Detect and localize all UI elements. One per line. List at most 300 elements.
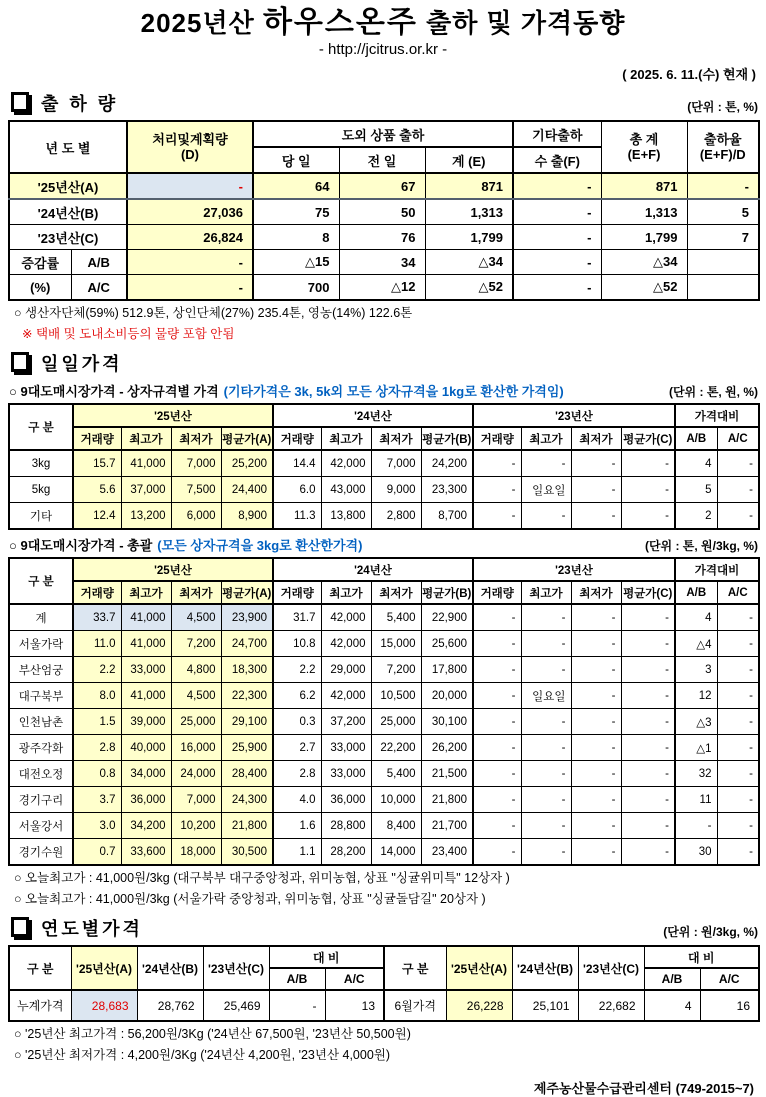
col-header-low: 최저가 [171, 581, 221, 604]
subtitle-label: ○ 9대도매시장가격 - 상자규격별 가격 [9, 384, 219, 399]
table-row [9, 631, 759, 657]
col-header-year: 년 도 별 [9, 121, 127, 173]
cell: 6,000 [171, 503, 221, 530]
cell: 5 [687, 199, 759, 225]
col-header-compare: 가격대비 [675, 404, 759, 427]
cell: 16,000 [171, 735, 221, 761]
cell: △52 [425, 275, 513, 301]
cell: 43,000 [321, 477, 371, 503]
cell: 2.8 [273, 761, 321, 787]
cell: 22,200 [371, 735, 421, 761]
cell [687, 275, 759, 301]
col-header-high: 최고가 [521, 427, 571, 450]
yearly-price-table [8, 945, 760, 1022]
row-label: 서울강서 [9, 813, 73, 839]
cell: △3 [675, 709, 717, 735]
cell: 29,100 [221, 709, 273, 735]
cell: 23,300 [421, 477, 473, 503]
cell: - [717, 813, 759, 839]
cell: 2.8 [73, 735, 121, 761]
col-header-low: 최저가 [571, 581, 621, 604]
cell: 12.4 [73, 503, 121, 530]
yearly-low-note: ○ '25년산 최저가격 : 4,200원/3Kg ('24년산 4,200원, '23년산 4,000원) [14, 1048, 391, 1062]
table-header-row [9, 581, 759, 604]
col-header-compare: 대 비 [269, 946, 384, 968]
row-label: '24년산(B) [9, 199, 127, 225]
cell: 28,800 [321, 813, 371, 839]
cell: 1.1 [273, 839, 321, 866]
table-row [9, 657, 759, 683]
cell: - [621, 813, 675, 839]
cell: - [521, 787, 571, 813]
cell: - [621, 503, 675, 530]
cell: 13 [325, 990, 384, 1021]
cell: 24,400 [221, 477, 273, 503]
col-header-gubun: 구 분 [9, 946, 71, 990]
cell: 24,000 [171, 761, 221, 787]
cell: 25,469 [203, 990, 269, 1021]
cell: - [571, 813, 621, 839]
cell: 8,700 [421, 503, 473, 530]
table-header-row [9, 121, 759, 147]
unit-label-daily2: (단위 : 톤, 원/3kg, %) [644, 539, 758, 553]
row-label: 광주각화 [9, 735, 73, 761]
table-header-row [9, 558, 759, 581]
col-header-avg-a: 평균가(A) [221, 581, 273, 604]
cell: - [717, 735, 759, 761]
cell: 1,313 [425, 199, 513, 225]
cell: - [473, 813, 521, 839]
col-header-gubun: 구 분 [384, 946, 446, 990]
table-row [9, 450, 759, 477]
cell: 5,400 [371, 604, 421, 631]
cell: 42,000 [321, 683, 371, 709]
cell: - [717, 631, 759, 657]
cell: - [571, 839, 621, 866]
cell: - [473, 604, 521, 631]
col-header-ac: A/C [700, 968, 759, 990]
col-header-ab: A/B [675, 581, 717, 604]
daily-overall-table [8, 557, 760, 866]
cell: - [571, 631, 621, 657]
cell: 67 [339, 173, 425, 199]
cell: △34 [425, 250, 513, 275]
col-header-ac: A/C [717, 427, 759, 450]
cell: - [717, 709, 759, 735]
cell: 1,799 [425, 225, 513, 250]
cell: - [473, 787, 521, 813]
col-header-prev: 전 일 [339, 147, 425, 173]
cell: - [621, 450, 675, 477]
cell: 33,000 [321, 761, 371, 787]
col-header-y23c: '23년산(C) [578, 946, 644, 990]
cell: 25,101 [512, 990, 578, 1021]
cell: 0.7 [73, 839, 121, 866]
cell: - [717, 503, 759, 530]
cell: 50 [339, 199, 425, 225]
cell: - [513, 173, 601, 199]
col-header-ab: A/B [675, 427, 717, 450]
col-header-compare: 가격대비 [675, 558, 759, 581]
col-header-plan-line2: (D) [180, 147, 200, 162]
cell: - [621, 683, 675, 709]
cell: 21,800 [421, 787, 473, 813]
table-row-delta-ac [9, 275, 759, 301]
shipment-table [8, 120, 760, 301]
table-row [9, 839, 759, 866]
cell: 24,300 [221, 787, 273, 813]
col-header-ac: A/C [325, 968, 384, 990]
cell: - [521, 761, 571, 787]
cell: 25,200 [221, 450, 273, 477]
cell: - [621, 787, 675, 813]
cell: - [521, 709, 571, 735]
col-header-total-line2: (E+F) [627, 147, 661, 162]
table-header-row [9, 404, 759, 427]
cell: △34 [601, 250, 687, 275]
cell: - [571, 683, 621, 709]
col-header-rate [687, 121, 759, 173]
cell: 12 [675, 683, 717, 709]
section-yearly-head [8, 915, 758, 941]
col-header-high: 최고가 [321, 581, 371, 604]
cell: 4 [675, 604, 717, 631]
col-header-avg-c: 평균가(C) [621, 581, 675, 604]
table-row [9, 787, 759, 813]
cell: 24,200 [421, 450, 473, 477]
table-row [9, 735, 759, 761]
cell: 15,000 [371, 631, 421, 657]
table-header-row [9, 946, 759, 968]
cell: 10,200 [171, 813, 221, 839]
col-header-gubun: 구 분 [9, 558, 73, 604]
cell: 15.7 [73, 450, 121, 477]
section-marker-icon [11, 92, 29, 112]
cell: - [473, 503, 521, 530]
row-label: 누계가격 [9, 990, 71, 1021]
cell: - [473, 657, 521, 683]
col-header-low: 최저가 [571, 427, 621, 450]
cell: 28,762 [137, 990, 203, 1021]
col-header-y24b: '24년산(B) [137, 946, 203, 990]
cell: - [521, 813, 571, 839]
cell: 34,000 [121, 761, 171, 787]
daily-high-note-1: ○ 오늘최고가 : 41,000원/3kg (대구북부 대구중앙청과, 위미농협, 상표 "싱귤위미특" 12상자 ) [14, 871, 510, 885]
col-header-y25a: '25년산(A) [71, 946, 137, 990]
cell: - [521, 839, 571, 866]
table-row [9, 761, 759, 787]
cell: - [513, 225, 601, 250]
col-header-total [601, 121, 687, 173]
cell: 39,000 [121, 709, 171, 735]
cell: - [717, 761, 759, 787]
cell: 30 [675, 839, 717, 866]
row-label: '25년산(A) [9, 173, 127, 199]
title-prefix: 2025년산 [140, 8, 255, 38]
cell: 14.4 [273, 450, 321, 477]
cell: △15 [253, 250, 339, 275]
cell: - [473, 450, 521, 477]
cell: 42,000 [321, 631, 371, 657]
table-row [9, 683, 759, 709]
shipment-warning-note: ※ 택배 및 도내소비등의 물량 포함 안됨 [22, 327, 235, 341]
cell: - [473, 709, 521, 735]
cell: - [621, 761, 675, 787]
cell: 1,313 [601, 199, 687, 225]
cell: 11 [675, 787, 717, 813]
table-row [9, 604, 759, 631]
cell: - [473, 477, 521, 503]
cell: 5 [675, 477, 717, 503]
cell: 4,800 [171, 657, 221, 683]
col-header-y23c: '23년산(C) [203, 946, 269, 990]
row-label: 경기수원 [9, 839, 73, 866]
table-row-2025 [9, 173, 759, 199]
cell: - [717, 683, 759, 709]
cell: 7,500 [171, 477, 221, 503]
cell: 30,100 [421, 709, 473, 735]
cell: 27,036 [127, 199, 253, 225]
cell: 40,000 [121, 735, 171, 761]
row-label: 서울가락 [9, 631, 73, 657]
cell: - [269, 990, 325, 1021]
cell: 1.5 [73, 709, 121, 735]
cell: 20,000 [421, 683, 473, 709]
col-header-y25: '25년산 [73, 558, 273, 581]
cell: - [571, 604, 621, 631]
cell: - [621, 839, 675, 866]
cell: 8,400 [371, 813, 421, 839]
cell: 41,000 [121, 450, 171, 477]
title-suffix: 출하 및 가격동향 [426, 8, 626, 38]
section-title-yearly: 연도별가격 [41, 919, 143, 939]
col-header-low: 최저가 [371, 427, 421, 450]
row-label: '23년산(C) [9, 225, 127, 250]
table-header-row [9, 427, 759, 450]
cell: 24,700 [221, 631, 273, 657]
col-header-low: 최저가 [371, 581, 421, 604]
col-header-today: 당 일 [253, 147, 339, 173]
cell: - [473, 839, 521, 866]
cell: 37,200 [321, 709, 371, 735]
cell: - [473, 683, 521, 709]
cell: - [571, 450, 621, 477]
cell: 41,000 [121, 683, 171, 709]
col-header-high: 최고가 [521, 581, 571, 604]
unit-label-yearly: (단위 : 원/3kg, %) [663, 925, 758, 939]
col-header-rate-line1: 출하율 [703, 132, 742, 147]
table-row-yearly [9, 990, 759, 1021]
asof-date: ( 2025. 6. 11.(수) 현재 ) [622, 67, 756, 82]
cell: - [473, 735, 521, 761]
row-label: 3kg [9, 450, 73, 477]
col-header-ac: A/C [717, 581, 759, 604]
cell: - [521, 604, 571, 631]
unit-label-daily1: (단위 : 톤, 원, %) [668, 385, 758, 399]
cell: 5.6 [73, 477, 121, 503]
cell: 일요일 [521, 683, 571, 709]
cell: - [717, 787, 759, 813]
cell: - [621, 735, 675, 761]
cell: 34,200 [121, 813, 171, 839]
cell: - [513, 275, 601, 301]
cell: 4.0 [273, 787, 321, 813]
daily-high-note-2: ○ 오늘최고가 : 41,000원/3kg (서울가락 중앙청과, 위미농협, 상표 "싱귤돌담길" 20상자 ) [14, 892, 486, 906]
col-header-avg-a: 평균가(A) [221, 427, 273, 450]
cell: - [521, 503, 571, 530]
cell: - [571, 761, 621, 787]
cell: - [571, 735, 621, 761]
cell: 34 [339, 250, 425, 275]
cell: - [571, 503, 621, 530]
cell: 22,900 [421, 604, 473, 631]
col-header-plan [127, 121, 253, 173]
col-header-volume: 거래량 [73, 581, 121, 604]
cell: 25,900 [221, 735, 273, 761]
cell: 32 [675, 761, 717, 787]
cell: - [521, 657, 571, 683]
cell: - [687, 173, 759, 199]
subtitle-label: ○ 9대도매시장가격 - 총괄 [9, 538, 153, 553]
col-header-high: 최고가 [121, 581, 171, 604]
cell: 22,300 [221, 683, 273, 709]
cell: 42,000 [321, 604, 371, 631]
subtitle-hint: (기타가격은 3k, 5k외 모든 상자규격을 1kg로 환산한 가격임) [223, 384, 564, 399]
row-label: 경기구리 [9, 787, 73, 813]
cell: 21,800 [221, 813, 273, 839]
cell: - [621, 477, 675, 503]
section-title-shipment: 출 하 량 [41, 94, 119, 114]
cell: 10.8 [273, 631, 321, 657]
cell: 10,500 [371, 683, 421, 709]
cell: - [513, 250, 601, 275]
cell-cumulative-a: 28,683 [71, 990, 137, 1021]
col-header-export: 수 출(F) [513, 147, 601, 173]
cell: 21,500 [421, 761, 473, 787]
cell: - [717, 657, 759, 683]
daily-by-size-subtitle [9, 381, 758, 400]
cell: 700 [253, 275, 339, 301]
cell: 64 [253, 173, 339, 199]
cell: 1.6 [273, 813, 321, 839]
cell: 10,000 [371, 787, 421, 813]
cell: 4,500 [171, 683, 221, 709]
col-header-sum: 계 (E) [425, 147, 513, 173]
cell: 76 [339, 225, 425, 250]
daily-by-size-table [8, 403, 760, 530]
table-row [9, 813, 759, 839]
col-header-volume: 거래량 [273, 581, 321, 604]
section-daily-head [8, 350, 758, 376]
table-row-2024 [9, 199, 759, 225]
cell: 26,824 [127, 225, 253, 250]
cell: 26,200 [421, 735, 473, 761]
cell: - [717, 450, 759, 477]
cell: 17,800 [421, 657, 473, 683]
cell: 42,000 [321, 450, 371, 477]
cell: 28,200 [321, 839, 371, 866]
cell: 4 [644, 990, 700, 1021]
section-marker-icon [11, 352, 29, 372]
unit-label-shipment: (단위 : 톤, %) [687, 100, 758, 114]
row-label: 대구북부 [9, 683, 73, 709]
cell: 6.2 [273, 683, 321, 709]
cell: 33,000 [321, 735, 371, 761]
cell: △1 [675, 735, 717, 761]
issuer-footer: 제주농산물수급관리센터 (749-2015~7) [533, 1081, 754, 1096]
cell: 33,600 [121, 839, 171, 866]
cell: - [521, 735, 571, 761]
cell: 75 [253, 199, 339, 225]
col-header-volume: 거래량 [473, 427, 521, 450]
cell: 36,000 [321, 787, 371, 813]
cell: - [127, 275, 253, 301]
cell: 9,000 [371, 477, 421, 503]
cell: 2.7 [273, 735, 321, 761]
cell: 22,682 [578, 990, 644, 1021]
col-header-high: 최고가 [121, 427, 171, 450]
cell: - [571, 657, 621, 683]
daily-overall-subtitle [9, 535, 758, 554]
col-header-volume: 거래량 [473, 581, 521, 604]
cell: 7,000 [171, 787, 221, 813]
cell: 4 [675, 450, 717, 477]
cell: 0.3 [273, 709, 321, 735]
row-label: 기타 [9, 503, 73, 530]
cell: 871 [425, 173, 513, 199]
section-title-daily: 일일가격 [41, 354, 123, 374]
cell: 30,500 [221, 839, 273, 866]
col-header-rate-line2: (E+F)/D [699, 147, 746, 162]
cell: 7,200 [171, 631, 221, 657]
row-sublabel: A/C [71, 275, 127, 301]
col-header-y24b: '24년산(B) [512, 946, 578, 990]
cell: 25,600 [421, 631, 473, 657]
cell: 2.2 [73, 657, 121, 683]
cell: - [473, 631, 521, 657]
row-label: 6월가격 [384, 990, 446, 1021]
cell: 36,000 [121, 787, 171, 813]
col-header-y25a: '25년산(A) [446, 946, 512, 990]
title-brand: 하우스온주 [262, 6, 418, 39]
col-header-y23: '23년산 [473, 404, 675, 427]
cell: 7,000 [171, 450, 221, 477]
cell-june-a: 26,228 [446, 990, 512, 1021]
cell: 5,400 [371, 761, 421, 787]
col-header-volume: 거래량 [273, 427, 321, 450]
cell: 16 [700, 990, 759, 1021]
cell: 3.0 [73, 813, 121, 839]
cell: 13,800 [321, 503, 371, 530]
cell: △12 [339, 275, 425, 301]
cell: 37,000 [121, 477, 171, 503]
col-header-total-line1: 총 계 [629, 132, 659, 147]
cell: 33.7 [73, 604, 121, 631]
cell: - [521, 450, 571, 477]
row-label: 대전오정 [9, 761, 73, 787]
cell: 29,000 [321, 657, 371, 683]
cell: 8.0 [73, 683, 121, 709]
row-sublabel: A/B [71, 250, 127, 275]
section-shipment-head [8, 90, 758, 116]
col-header-y24: '24년산 [273, 404, 473, 427]
cell: - [473, 761, 521, 787]
cell: △4 [675, 631, 717, 657]
subtitle-hint: (모든 상자규격을 3kg로 환산한가격) [157, 538, 363, 553]
cell: - [571, 709, 621, 735]
cell: - [621, 604, 675, 631]
cell: 2 [675, 503, 717, 530]
